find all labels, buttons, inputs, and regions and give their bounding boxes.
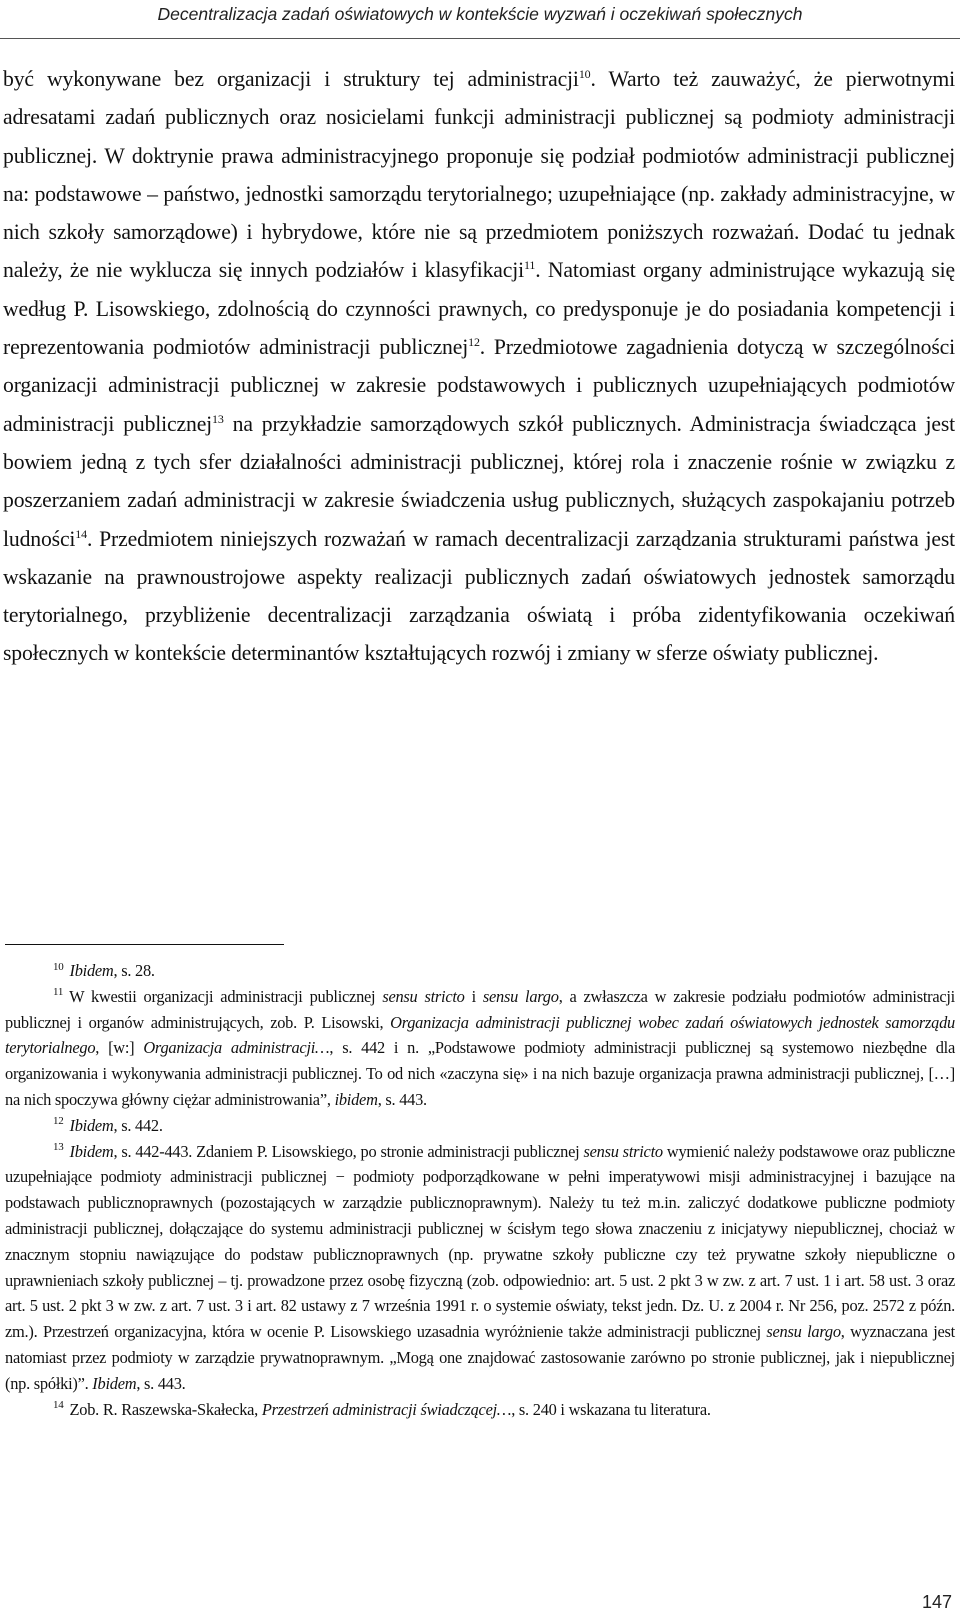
footnote-text: , s. 28. <box>113 961 155 980</box>
footnote-italic: Organizacja administracji… <box>143 1038 330 1058</box>
body-text: . Przedmiotowe zagadnienia dotyczą w szczególności organizacji administracji publicznej w zakresie podstawowych i publicznych uzupełniających podmiotów administracji publicznej <box>3 335 955 436</box>
footnote-13 <box>5 1139 955 1397</box>
footnote-11 <box>5 984 955 1113</box>
body-text: na przykładzie samorządowych szkół publicznych. Administracja świadcząca jest bowiem jedną z tych sfer działalności administracji publicznej, której rola i znaczenie rośnie w związku z poszerzaniem zadań administracji w zakresie świadczenia usług publicznych, służących zaspokajaniu potrzeb ludności <box>3 411 955 551</box>
footnote-ref-12[interactable]: 12 <box>468 334 480 349</box>
footnote-text: , s. 240 i wskazana tu literatura. <box>511 1399 711 1419</box>
footnote-text: wymienić należy podstawowe oraz publiczne uzupełniające podmioty administracji publicznej − podmioty podporządkowane w pełni imperatywowi misji administracyjnej i bazujące na podstawach publicznoprawnych (pozostających w zarządzie publicznoprawnym). Należy tu też m.in. zaliczyć dodatkowe publiczne podmioty administracji publicznej, dołączające do systemu administracji publicznej w ścisłym tego słowa znaczeniu z inicjatywy niepublicznej, chociaż w znacznym stopniu nawiązujące do podstaw publicznoprawnych (np. prywatne szkoły publiczne czy też prywatne szkoły niepubliczne o uprawnieniach szkoły publicznej – tj. prowadzone przez osobę fizyczną (zob. odpowiednio: art. 5 ust. 2 pkt 3 w zw. z art. 7 ust. 1 i art. 58 ust. 3 oraz art. 5 ust. 2 pkt 3 w zw. z art. 7 ust. 3 i art. 82 ustawy z 7 września 1991 r. o systemie oświaty, tekst jedn. Dz. U. z 2004 r. Nr 256, poz. 2572 z późn. zm.). Przestrzeń organizacyjna, która w ocenie P. Lisowskiego uzasadnia wyróżnienie także administracji publicznej <box>5 1141 955 1342</box>
footnote-number: 10 <box>53 960 64 973</box>
footnote-italic: Przestrzeń administracji świadczącej… <box>261 1399 512 1419</box>
footnote-ref-11[interactable]: 11 <box>524 258 536 273</box>
footnote-italic: Ibidem <box>92 1373 137 1393</box>
footnote-text: , s. 443. <box>136 1373 186 1393</box>
footnote-separator <box>5 944 284 945</box>
footnote-ref-14[interactable]: 14 <box>75 526 87 541</box>
footnote-ref-10[interactable]: 10 <box>578 66 591 81</box>
footnote-text: , s. 442. <box>113 1115 163 1135</box>
footnote-italic: sensu largo <box>482 986 559 1006</box>
footnote-number: 11 <box>53 986 64 999</box>
body-paragraph <box>3 60 955 673</box>
footnote-italic: Ibidem <box>69 961 114 980</box>
footnote-text: W kwestii organizacji administracji publicznej <box>69 986 383 1006</box>
footnote-text: , [w:] <box>95 1038 144 1058</box>
page-number: 147 <box>921 1592 952 1612</box>
running-header: Decentralizacja zadań oświatowych w kontekście wyzwań i oczekiwań społecznych <box>157 4 803 24</box>
footnote-text: , wyznaczana jest natomiast przez podmioty w zarządzie prywatnoprawnym. „Mogą one znajdować zastosowanie zarówno po stronie publicznej, jak i niepublicznej (np. spółki)”. <box>5 1322 955 1393</box>
footnote-text: , s. 442 i n. „Podstawowe podmioty administracji publicznej są systemowo niezbędne dla organizowania i wykonywania administracji publicznej. To od nich «zaczyna się» i na nich bazuje organizacja prawna administracji publicznej, […] na nich spoczywa główny ciężar administrowania”, <box>5 1038 955 1109</box>
body-text: . Przedmiotem niniejszych rozważań w ramach decentralizacji zarządzania strukturami państwa jest wskazanie na prawnoustrojowe aspekty realizacji publicznych zadań oświatowych jednostek samorządu terytorialnego, przybliżenie decentralizacji zarządzania oświatą i próba zidentyfikowania oczekiwań społecznych w kontekście determinantów kształtujących rozwój i zmiany w sferze oświaty publicznej. <box>3 526 955 666</box>
footnote-italic: Ibidem <box>69 1115 114 1135</box>
body-text: być wykonywane bez organizacji i struktury tej administracji <box>3 67 579 91</box>
footnote-number: 12 <box>53 1115 64 1128</box>
footnote-10 <box>5 958 955 984</box>
footnote-text: , a zwłaszcza w zakresie podziału podmiotów administracji publicznej i organów administrujących, zob. P. Lisowski, <box>5 986 955 1032</box>
footnote-12 <box>5 1113 955 1139</box>
footnote-text: i <box>464 986 483 1006</box>
footnote-number: 14 <box>53 1399 64 1412</box>
footnote-italic: sensu largo <box>766 1322 841 1342</box>
footnote-italic: Organizacja administracji publicznej wobec zadań oświatowych jednostek samorządu terytorialnego <box>5 1012 955 1058</box>
footnote-italic: Ibidem <box>69 1141 114 1161</box>
body-text: . Natomiast organy administrujące wykazują się według P. Lisowskiego, zdolnością do czynności prawnych, co predysponuje je do posiadania kompetencji i reprezentowania podmiotów administracji publicznej <box>3 258 955 360</box>
footnote-14 <box>5 1397 955 1423</box>
footnote-italic: ibidem <box>334 1089 378 1109</box>
footnote-text: Zob. R. Raszewska-Skałecka, <box>69 1399 262 1419</box>
footnote-text: , s. 443. <box>377 1089 427 1109</box>
footnote-italic: sensu stricto <box>382 986 465 1006</box>
header-rule <box>0 38 960 39</box>
footnote-ref-13[interactable]: 13 <box>212 411 224 426</box>
body-text: . Warto też zauważyć, że pierwotnymi adresatami zadań publicznych oraz nosicielami funkcji administracji publicznej są podmioty administracji publicznej. W doktrynie prawa administracyjnego proponuje się podział podmiotów administracji publicznej na: podstawowe – państwo, jednostki samorządu terytorialnego; uzupełniające (np. zakłady administracyjne, w nich szkoły samorządowe) i hybrydowe, które nie są przedmiotem poniższych rozważań. Dodać tu jednak należy, że nie wyklucza się innych podziałów i klasyfikacji <box>3 67 955 283</box>
footnote-number: 13 <box>53 1141 64 1154</box>
footnote-italic: sensu stricto <box>583 1141 663 1161</box>
footnotes-section <box>5 958 955 1422</box>
footnote-text: , s. 442-443. Zdaniem P. Lisowskiego, po stronie administracji publicznej <box>113 1141 584 1161</box>
